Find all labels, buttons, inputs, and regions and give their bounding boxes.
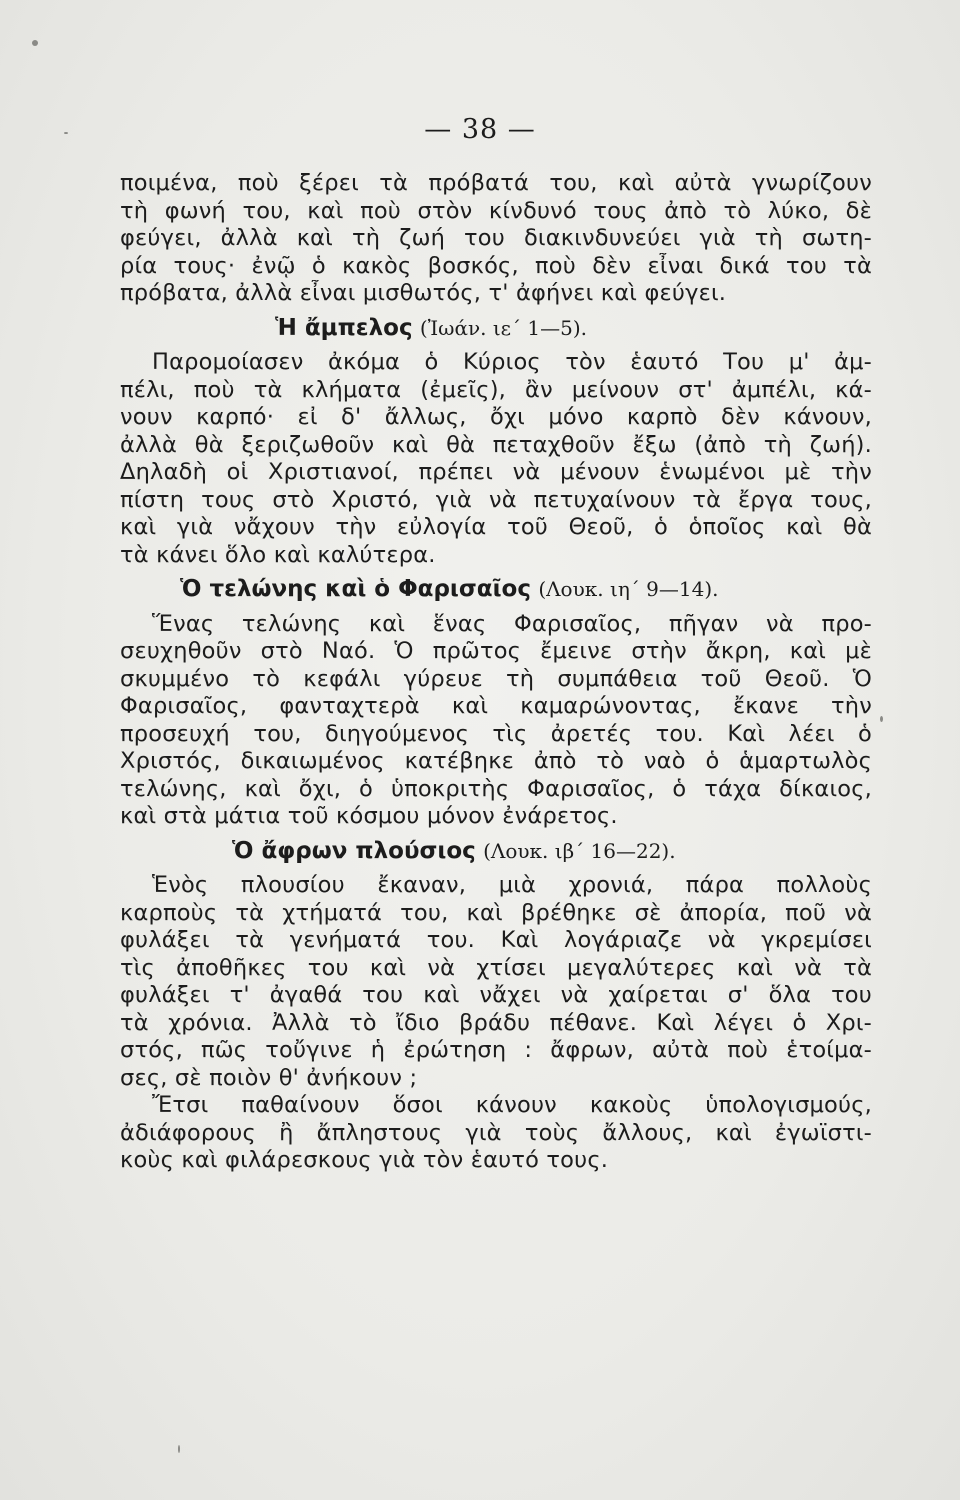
text-line: κοὺς καὶ φιλάρεσκους γιὰ τὸν ἑαυτό τους.	[120, 1147, 609, 1173]
scripture-reference: (Ἰωάν. ιε΄ 1—5).	[419, 315, 588, 340]
text-line: τὰ κάνει ὅλο καὶ καλύτερα.	[120, 541, 436, 568]
paragraph-conclusion	[120, 1092, 872, 1175]
paragraph-continuation	[120, 170, 872, 308]
page-number: — 38 —	[424, 114, 536, 145]
text-line: καρποὺς τὰ χτήματά του, καὶ βρέθηκε σὲ ἀπορία, ποῦ νὰ	[120, 899, 872, 926]
text-line: Παρομοίασεν ἀκόμα ὁ Κύριος τὸν ἑαυτό Του μ' ἀμ-	[152, 349, 872, 375]
section-heading-rich-fool	[120, 838, 872, 866]
paragraph-publican	[120, 611, 872, 831]
text-line: Δηλαδὴ οἱ Χριστιανοί, πρέπει νὰ μένουν ἑνωμένοι μὲ τὴν	[120, 459, 872, 485]
text-line: Ἑνὸς πλουσίου ἔκαναν, μιὰ χρονιά, πάρα πολλοὺς	[152, 872, 872, 898]
section-title: Ὁ ἄφρων πλούσιος	[232, 837, 476, 864]
paragraph-vine	[120, 349, 872, 569]
text-line: Ἔτσι παθαίνουν ὅσοι κάνουν κακοὺς ὑπολογισμούς,	[152, 1092, 872, 1118]
page-body	[120, 170, 872, 1175]
text-line: πέλι, ποὺ τὰ κλήματα (ἐμεῖς), ἂν μείνουν στ' ἀμπέλι, κά-	[120, 376, 872, 403]
text-line: φυλάξει τὰ γενήματά του. Καὶ λογάριαζε νὰ γκρεμίσει	[120, 927, 872, 953]
text-line: τὶς ἀποθῆκες του καὶ νὰ χτίσει μεγαλύτερες καὶ νὰ τὰ	[120, 954, 872, 981]
section-title: Ὁ τελώνης καὶ ὁ Φαρισαῖος	[180, 576, 531, 602]
text-line: φεύγει, ἀλλὰ καὶ τὴ ζωή του διακινδυνεύει γιὰ τὴ σωτη-	[120, 225, 872, 251]
text-line: προσευχή του, διηγούμενος τὶς ἀρετές του. Καὶ λέει ὁ	[120, 720, 872, 747]
text-line: Φαρισαῖος, φανταχτερὰ καὶ καμαρώνοντας, ἔκανε τὴν	[120, 693, 872, 719]
text-line: ποιμένα, ποὺ ξέρει τὰ πρόβατά του, καὶ αὐτὰ γνωρίζουν	[120, 170, 872, 196]
paper-speck	[178, 1445, 180, 1453]
section-title: Ἡ ἄμπελος	[275, 314, 413, 341]
text-line: πρόβατα, ἀλλὰ εἶναι μισθωτός, τ' ἀφήνει καὶ φεύγει.	[120, 280, 727, 306]
section-heading-vine	[120, 315, 872, 343]
text-line: καὶ στὰ μάτια τοῦ κόσμου μόνον ἐνάρετος.	[120, 803, 618, 829]
text-line: ρία τους· ἐνῷ ὁ κακὸς βοσκός, ποὺ δὲν εἶναι δικά του τὰ	[120, 252, 872, 279]
text-line: Χριστός, δικαιωμένος κατέβηκε ἀπὸ τὸ ναὸ ὁ ἁμαρτωλὸς	[120, 748, 872, 774]
paper-speck	[880, 716, 883, 722]
text-line: Ἕνας τελώνης καὶ ἕνας Φαρισαῖος, πῆγαν νὰ προ-	[152, 610, 872, 637]
text-line: πίστη τους στὸ Χριστό, γιὰ νὰ πετυχαίνουν τὰ ἔργα τους,	[120, 486, 872, 513]
section-heading-publican	[120, 576, 872, 604]
text-line: σκυμμένο τὸ κεφάλι γύρευε τὴ συμπάθεια τοῦ Θεοῦ. Ὁ	[120, 665, 872, 692]
text-line: καὶ γιὰ νἄχουν τὴν εὐλογία τοῦ Θεοῦ, ὁ ὁποῖος καὶ θὰ	[120, 514, 872, 540]
paragraph-rich-fool	[120, 872, 872, 1092]
text-line: στός, πῶς τοὔγινε ἡ ἐρώτηση : ἄφρων, αὐτὰ ποὺ ἑτοίμα-	[120, 1037, 872, 1063]
scripture-reference: (Λουκ. ιη΄ 9—14).	[538, 577, 719, 601]
text-line: νουν καρπό· εἰ δ' ἄλλως, ὄχι μόνο καρπὸ δὲν κάνουν,	[120, 404, 872, 430]
scripture-reference: (Λουκ. ιβ΄ 16—22).	[483, 838, 676, 863]
text-line: ἀδιάφορους ἢ ἄπληστους γιὰ τοὺς ἄλλους, καὶ ἐγωϊστι-	[120, 1119, 872, 1146]
text-line: τὴ φωνή του, καὶ ποὺ στὸν κίνδυνό τους ἀπὸ τὸ λύκο, δὲ	[120, 197, 872, 224]
text-line: τελώνης, καὶ ὄχι, ὁ ὑποκριτὴς Φαρισαῖος, ὁ τάχα δίκαιος,	[120, 775, 872, 802]
text-line: φυλάξει τ' ἀγαθά του καὶ νἄχει νὰ χαίρεται σ' ὅλα του	[120, 982, 872, 1008]
paper-speck	[32, 40, 38, 46]
text-line: ἀλλὰ θὰ ξεριζωθοῦν καὶ θὰ πεταχθοῦν ἔξω (ἀπὸ τὴ ζωή).	[120, 431, 872, 458]
text-line: τὰ χρόνια. Ἀλλὰ τὸ ἴδιο βράδυ πέθανε. Καὶ λέγει ὁ Χρι-	[120, 1009, 872, 1036]
text-line: σευχηθοῦν στὸ Ναό. Ὁ πρῶτος ἔμεινε στὴν ἄκρη, καὶ μὲ	[120, 638, 872, 664]
text-line: σες, σὲ ποιὸν θ' ἀνήκουν ;	[120, 1064, 418, 1091]
